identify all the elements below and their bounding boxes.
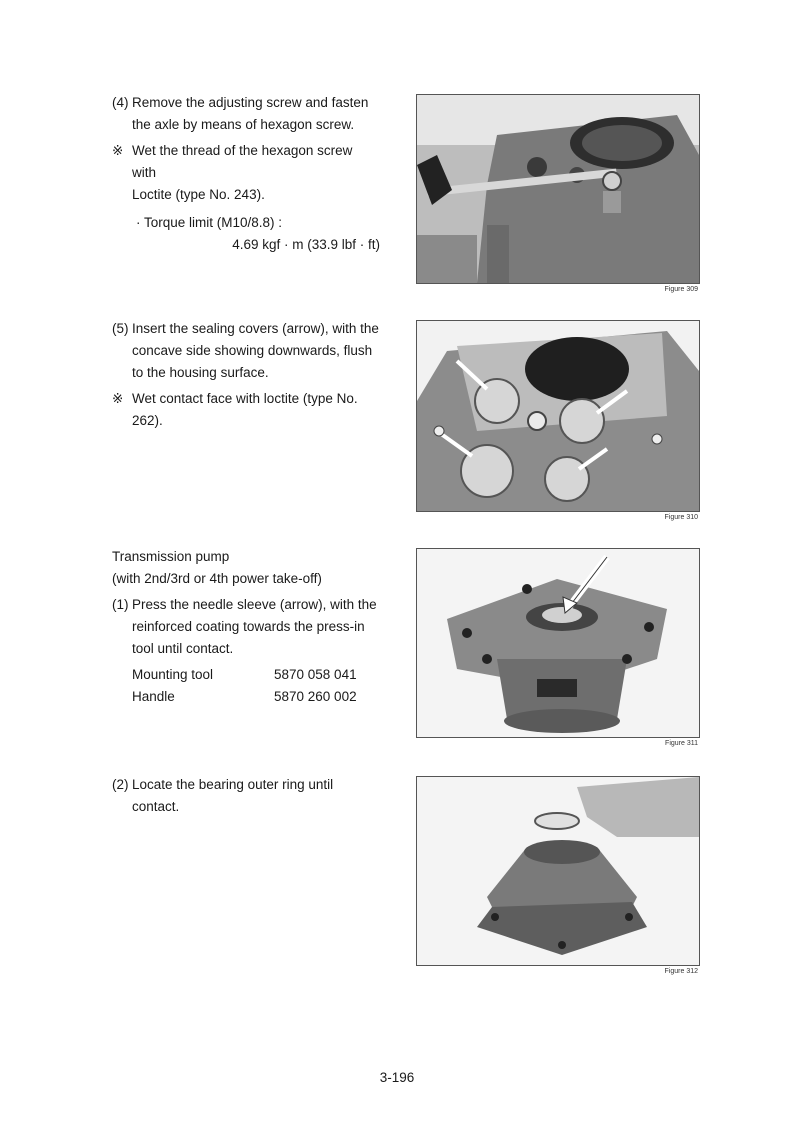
note-text-line: Loctite (type No. 243). <box>132 187 265 202</box>
section-heading: Transmission pump <box>112 549 230 564</box>
step-number: (2) <box>112 777 129 792</box>
note-text-line: Wet contact face with loctite (type No. <box>132 391 358 406</box>
step-2 <box>112 774 380 818</box>
note-loctite-262 <box>112 388 380 432</box>
tool-row <box>112 686 380 708</box>
step-5 <box>112 318 380 384</box>
page-number: 3-196 <box>379 1070 415 1085</box>
step-4 <box>112 92 380 136</box>
figure-312-photo <box>416 776 700 966</box>
torque-value: 4.69 kgf · m (33.9 lbf · ft) <box>232 237 380 252</box>
transmission-pump-block <box>112 546 380 708</box>
note-mark: ※ <box>112 391 124 406</box>
figure-312-caption: Figure 312 <box>664 968 698 975</box>
note-mark: ※ <box>112 143 124 158</box>
figure-310-photo <box>416 320 700 512</box>
tool-name: Mounting tool <box>132 667 214 682</box>
step-4-block <box>112 92 380 256</box>
figure-310-caption: Figure 310 <box>664 514 698 521</box>
tool-list <box>112 664 380 708</box>
figure-309-caption: Figure 309 <box>664 286 698 293</box>
step-number: (1) <box>112 597 129 612</box>
step-text-line: tool until contact. <box>132 641 234 656</box>
torque-label: · Torque limit (M10/8.8) : <box>136 215 283 230</box>
tool-name: Handle <box>132 689 175 704</box>
note-loctite-243 <box>112 140 380 206</box>
step-number: (4) <box>112 95 129 110</box>
step-1 <box>112 594 380 660</box>
note-text-line: Wet the thread of the hexagon screw with <box>132 143 353 180</box>
step-text-line: Insert the sealing covers (arrow), with the <box>132 321 379 336</box>
step-text-line: concave side showing downwards, flush <box>132 343 373 358</box>
section-subheading: (with 2nd/3rd or 4th power take-off) <box>112 571 322 586</box>
step-text-line: the axle by means of hexagon screw. <box>132 117 355 132</box>
step-text-line: Press the needle sleeve (arrow), with the <box>132 597 377 612</box>
step-text-line: reinforced coating towards the press-in <box>132 619 365 634</box>
tool-number: 5870 260 002 <box>274 689 357 704</box>
step-text-line: Locate the bearing outer ring until contact. <box>132 777 334 814</box>
step-number: (5) <box>112 321 129 336</box>
step-2-block <box>112 774 380 818</box>
figure-309-photo <box>416 94 700 284</box>
note-text-line: 262). <box>132 413 163 428</box>
figure-311-caption: Figure 311 <box>665 740 698 747</box>
step-text-line: to the housing surface. <box>132 365 269 380</box>
step-5-block <box>112 318 380 432</box>
figure-311-photo <box>416 548 700 738</box>
tool-number: 5870 058 041 <box>274 667 357 682</box>
step-text-line: Remove the adjusting screw and fasten <box>132 95 369 110</box>
tool-row <box>112 664 380 686</box>
